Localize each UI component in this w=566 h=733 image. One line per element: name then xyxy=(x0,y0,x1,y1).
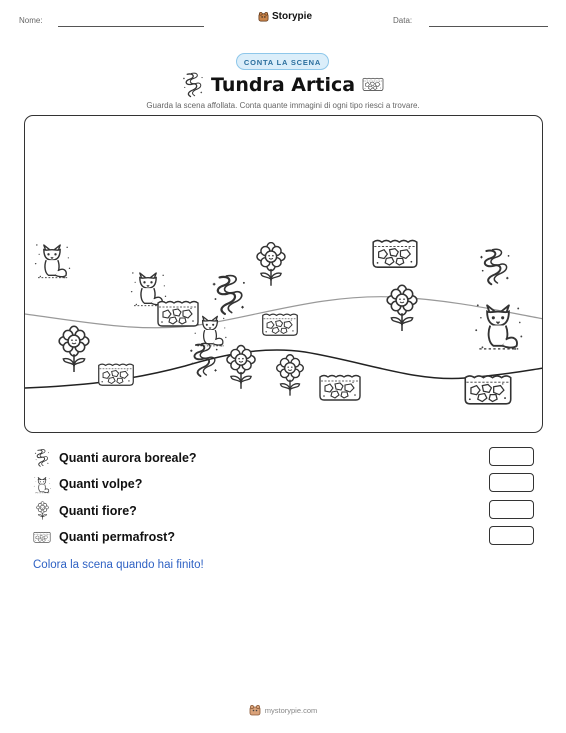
aurora-icon xyxy=(189,334,219,386)
question-permafrost xyxy=(33,528,175,546)
name-field[interactable] xyxy=(58,26,204,27)
flower-icon xyxy=(55,322,93,378)
question-flower xyxy=(33,502,137,520)
question-label: Quanti permafrost? xyxy=(59,530,175,544)
aurora-icon xyxy=(182,71,204,99)
flower-icon xyxy=(273,352,307,400)
question-fox xyxy=(33,475,142,493)
answer-box-aurora[interactable] xyxy=(489,447,534,466)
coloring-note: Colora la scena quando hai finito! xyxy=(33,559,204,571)
permafrost-icon xyxy=(362,76,384,92)
brand-logo xyxy=(258,11,312,22)
footer-url[interactable]: mystorypie.com xyxy=(264,705,318,715)
storypie-logo-icon xyxy=(258,11,269,22)
permafrost-icon xyxy=(261,310,299,338)
brand-name: Storypie xyxy=(272,11,313,22)
question-label: Quanti volpe? xyxy=(59,477,143,491)
fox-icon xyxy=(33,475,51,493)
fox-icon xyxy=(473,296,523,352)
instructions: Guarda la scena affollata. Conta quante immagini di ogni tipo riesci a trovare. xyxy=(146,101,420,110)
fox-icon xyxy=(33,238,71,280)
page-title: Tundra Artica xyxy=(210,74,356,96)
aurora-icon xyxy=(211,272,247,318)
answer-box-fox[interactable] xyxy=(489,473,534,492)
section-badge: CONTA LA SCENA xyxy=(236,53,329,70)
permafrost-icon xyxy=(97,360,135,388)
permafrost-icon xyxy=(33,528,51,546)
answer-box-permafrost[interactable] xyxy=(489,526,534,545)
permafrost-icon xyxy=(371,234,419,272)
flower-icon xyxy=(33,502,51,520)
flower-icon xyxy=(383,282,421,336)
question-label: Quanti fiore? xyxy=(59,504,137,518)
date-field[interactable] xyxy=(429,26,548,27)
flower-icon xyxy=(223,344,259,392)
scene-frame xyxy=(24,115,543,433)
aurora-icon xyxy=(33,449,51,467)
question-aurora xyxy=(33,449,197,467)
question-label: Quanti aurora boreale? xyxy=(59,451,197,465)
name-label: Nome: xyxy=(19,16,43,25)
date-label: Data: xyxy=(393,16,413,25)
answer-box-flower[interactable] xyxy=(489,500,534,519)
storypie-logo-icon xyxy=(249,704,261,716)
footer xyxy=(0,704,566,716)
aurora-icon xyxy=(479,246,511,288)
permafrost-icon xyxy=(156,296,200,330)
permafrost-icon xyxy=(318,370,362,404)
permafrost-icon xyxy=(463,370,513,408)
flower-icon xyxy=(253,242,289,288)
